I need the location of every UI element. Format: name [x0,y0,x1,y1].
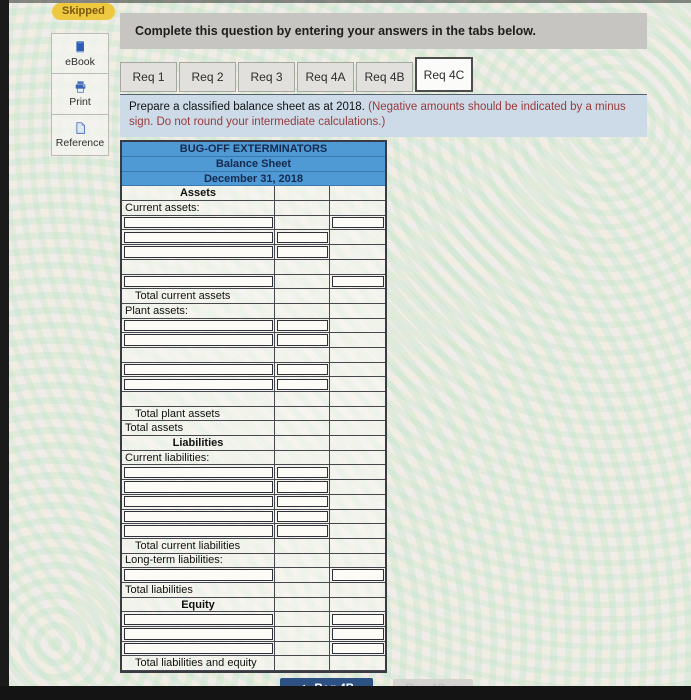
account-title-input[interactable] [124,481,273,492]
row-label: Equity [181,598,215,611]
table-title: December 31, 2018 [122,172,385,187]
amount-cell [275,627,330,642]
balance-sheet-row [122,260,385,275]
amount-input[interactable] [277,467,328,478]
balance-sheet-row [122,598,385,613]
account-title-input[interactable] [124,569,273,580]
amount-cell [330,245,385,260]
balance-sheet-row [122,421,385,436]
account-title-cell [122,465,275,480]
account-title-cell [122,319,275,334]
table-title: BUG-OFF EXTERMINATORS [122,142,385,157]
tab-req-4b[interactable]: Req 4B [356,62,413,92]
row-label: Assets [179,187,217,200]
amount-cell [330,539,385,554]
amount-cell [330,568,385,583]
balance-sheet-row [122,348,385,363]
amount-cell [275,201,330,216]
amount-cell [330,289,385,304]
amount-cell [330,524,385,539]
amount-cell [275,480,330,495]
row-label: Total liabilities and equity [135,657,257,670]
amount-cell [330,304,385,319]
account-title-cell [122,260,275,275]
amount-cell [275,319,330,334]
amount-cell [330,363,385,378]
balance-sheet-row [122,510,385,525]
amount-cell [330,554,385,569]
amount-cell [330,627,385,642]
balance-sheet-row [122,568,385,583]
row-label-cell [122,421,275,436]
balance-sheet-row [122,642,385,657]
amount-cell [330,656,385,671]
balance-sheet-row [122,554,385,569]
amount-cell [275,568,330,583]
amount-cell [275,260,330,275]
amount-cell [330,583,385,598]
amount-cell [275,275,330,290]
sidebar-item-label: Print [69,96,91,108]
amount-input[interactable] [332,276,384,287]
sidebar-item-ebook[interactable] [51,33,109,74]
account-title-input[interactable] [124,496,273,507]
balance-sheet-row [122,304,385,319]
balance-sheet-row [122,142,385,157]
account-title-cell [122,275,275,290]
amount-input[interactable] [332,569,384,580]
balance-sheet-row [122,627,385,642]
amount-cell [275,186,330,201]
account-title-cell [122,230,275,245]
amount-cell [275,510,330,525]
amount-cell [330,260,385,275]
row-label-cell [122,407,275,422]
amount-cell [330,421,385,436]
amount-cell [275,230,330,245]
amount-input[interactable] [277,334,328,345]
amount-cell [330,392,385,407]
account-title-input[interactable] [124,320,273,331]
account-title-cell [122,524,275,539]
row-label: Long-term liabilities: [125,554,223,567]
row-label-cell [122,554,275,569]
row-label-cell [122,598,275,613]
amount-cell [330,480,385,495]
requirement-tabs [120,57,647,92]
balance-sheet-row [122,407,385,422]
row-label: Current liabilities: [125,451,210,464]
document-icon [72,121,88,135]
account-title-cell [122,216,275,231]
balance-sheet-row [122,275,385,290]
balance-sheet-row [122,451,385,466]
amount-cell [330,436,385,451]
balance-sheet-row [122,186,385,201]
balance-sheet-row [122,201,385,216]
amount-cell [330,407,385,422]
amount-input[interactable] [332,217,384,228]
task-note: (Negative amounts should be indicated by a minus sign. Do not round your intermediate calculations.) [129,101,626,129]
balance-sheet-row [122,656,385,671]
printer-icon [72,80,88,94]
amount-input[interactable] [277,246,328,257]
amount-cell [275,392,330,407]
account-title-input[interactable] [124,467,273,478]
balance-sheet-row [122,377,385,392]
balance-sheet-row [122,524,385,539]
tab-req-1[interactable]: Req 1 [120,62,177,92]
tab-req-2[interactable]: Req 2 [179,62,236,92]
row-label-cell [122,451,275,466]
account-title-input[interactable] [124,614,273,625]
account-title-cell [122,363,275,378]
amount-input[interactable] [277,320,328,331]
amount-cell [275,436,330,451]
balance-sheet-row [122,480,385,495]
amount-cell [330,348,385,363]
amount-input[interactable] [332,614,384,625]
row-label: Total current liabilities [135,539,241,552]
amount-cell [330,230,385,245]
account-title-input[interactable] [124,334,273,345]
tab-req-4a[interactable]: Req 4A [297,62,354,92]
amount-cell [330,319,385,334]
account-title-cell [122,642,275,657]
amount-input[interactable] [277,379,328,390]
task-description [120,94,647,137]
amount-cell [330,642,385,657]
amount-cell [275,363,330,378]
amount-cell [275,245,330,260]
amount-cell [330,201,385,216]
row-label: Current assets: [125,201,200,214]
account-title-cell [122,495,275,510]
amount-input[interactable] [277,496,328,507]
question-panel [120,13,647,699]
account-title-input[interactable] [124,217,273,228]
amount-cell [330,612,385,627]
amount-cell [330,495,385,510]
balance-sheet-row [122,539,385,554]
amount-cell [275,583,330,598]
row-label: Total liabilities [125,583,193,596]
amount-cell [330,333,385,348]
balance-sheet-row [122,216,385,231]
row-label: Total plant assets [135,407,220,420]
balance-sheet-row [122,333,385,348]
amount-cell [275,451,330,466]
account-title-input[interactable] [124,525,273,536]
amount-cell [275,495,330,510]
amount-cell [275,539,330,554]
balance-sheet-row [122,495,385,510]
screen-bezel-left [0,0,9,700]
account-title-cell [122,348,275,363]
amount-cell [275,612,330,627]
amount-cell [275,642,330,657]
table-title: Balance Sheet [122,157,385,172]
account-title-input[interactable] [124,643,273,654]
amount-cell [275,304,330,319]
balance-sheet-row [122,289,385,304]
amount-input[interactable] [277,511,328,522]
account-title-cell [122,627,275,642]
row-label-cell [122,304,275,319]
amount-cell [275,377,330,392]
amount-cell [275,656,330,671]
instruction-text: Complete this question by entering your answers in the tabs below. [135,24,536,38]
amount-cell [330,598,385,613]
amount-cell [330,465,385,480]
status-badge: Skipped [52,3,115,20]
amount-cell [275,554,330,569]
row-label-cell [122,656,275,671]
balance-sheet-row [122,612,385,627]
account-title-input[interactable] [124,628,273,639]
account-title-input[interactable] [124,276,273,287]
amount-cell [275,289,330,304]
account-title-input[interactable] [124,246,273,257]
account-title-cell [122,568,275,583]
amount-input[interactable] [277,232,328,243]
resources-sidebar [51,33,109,156]
book-icon [72,40,88,54]
account-title-cell [122,245,275,260]
amount-input[interactable] [277,525,328,536]
amount-cell [275,348,330,363]
row-label-cell [122,289,275,304]
account-title-cell [122,612,275,627]
row-label: Plant assets: [125,304,188,317]
amount-input[interactable] [332,628,384,639]
row-label-cell [122,539,275,554]
sidebar-item-label: Reference [55,137,105,149]
balance-sheet-row [122,172,385,187]
amount-cell [275,465,330,480]
balance-sheet-row [122,230,385,245]
row-label-cell [122,186,275,201]
amount-cell [330,275,385,290]
row-label-cell [122,436,275,451]
row-label: Total assets [125,422,184,435]
amount-cell [275,524,330,539]
account-title-input[interactable] [124,232,273,243]
balance-sheet-row [122,436,385,451]
tab-req-3[interactable]: Req 3 [238,62,295,92]
amount-cell [275,407,330,422]
amount-cell [275,598,330,613]
row-label-cell [122,583,275,598]
amount-cell [330,510,385,525]
account-title-input[interactable] [124,379,273,390]
balance-sheet-row [122,583,385,598]
amount-input[interactable] [332,643,384,654]
balance-sheet-row [122,157,385,172]
question-instruction-bar [120,13,647,49]
row-label: Liabilities [172,436,224,449]
task-sentence: Prepare a classified balance sheet as at 2018. [129,101,369,113]
amount-cell [275,421,330,436]
account-title-cell [122,392,275,407]
account-title-cell [122,377,275,392]
row-label-cell [122,201,275,216]
row-label: Total current assets [135,290,231,303]
amount-cell [330,216,385,231]
account-title-input[interactable] [124,364,273,375]
balance-sheet-row [122,245,385,260]
account-title-cell [122,480,275,495]
tab-req-4c[interactable]: Req 4C [415,57,473,92]
sidebar-item-print[interactable] [51,74,109,115]
account-title-cell [122,333,275,348]
amount-cell [330,186,385,201]
amount-cell [275,216,330,231]
balance-sheet-row [122,465,385,480]
sidebar-item-reference[interactable] [51,115,109,156]
amount-cell [275,333,330,348]
account-title-input[interactable] [124,511,273,522]
screen-bezel-bottom [0,686,691,700]
balance-sheet-row [122,319,385,334]
amount-cell [330,451,385,466]
balance-sheet-row [122,392,385,407]
account-title-cell [122,510,275,525]
amount-input[interactable] [277,481,328,492]
sidebar-item-label: eBook [65,55,95,68]
amount-cell [330,377,385,392]
amount-input[interactable] [277,364,328,375]
balance-sheet-row [122,363,385,378]
balance-sheet-table [120,140,387,673]
